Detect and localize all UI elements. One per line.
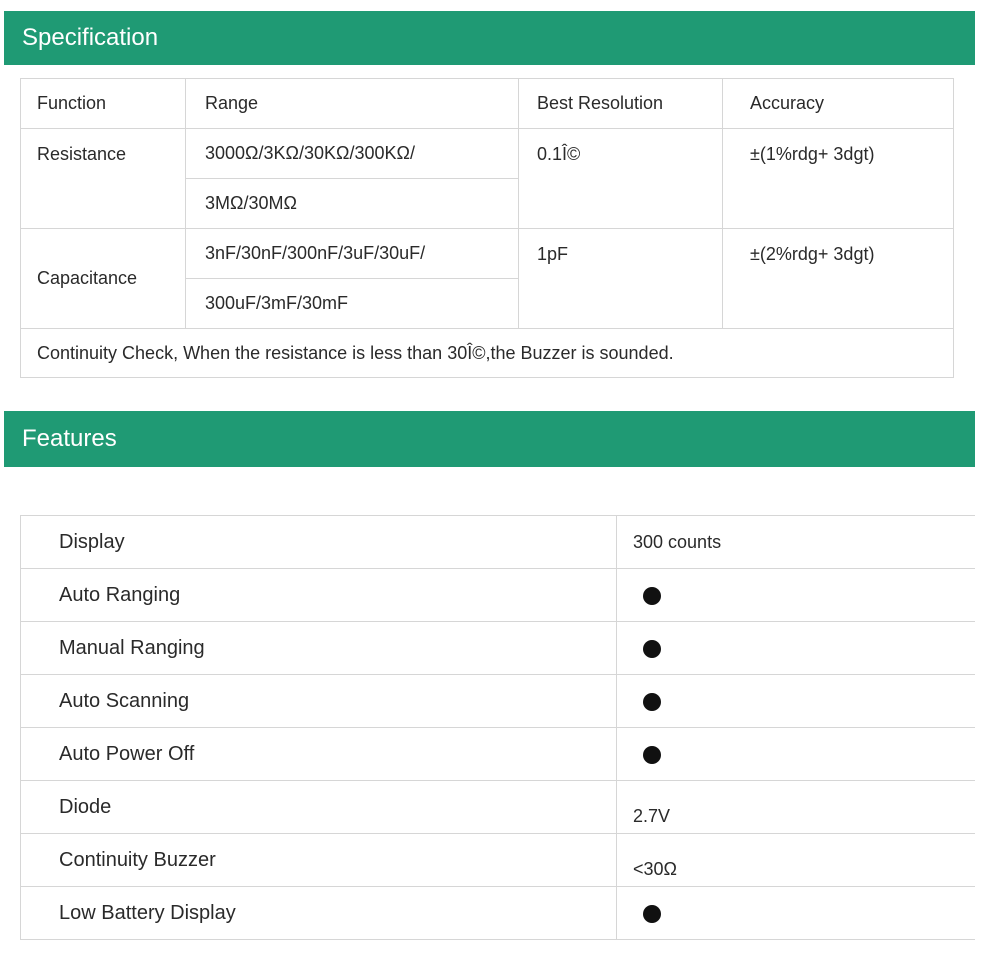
bullet-icon xyxy=(643,693,661,711)
col-header-accuracy: Accuracy xyxy=(723,79,954,129)
feature-name-low-battery-display: Low Battery Display xyxy=(21,887,617,940)
spec-header-row xyxy=(21,79,954,129)
feature-name-auto-power-off: Auto Power Off xyxy=(21,728,617,781)
col-header-function: Function xyxy=(21,79,186,129)
feature-value-text: <30Ω xyxy=(633,858,677,879)
table-row xyxy=(21,229,954,279)
col-header-range: Range xyxy=(186,79,519,129)
features-title: Features xyxy=(22,425,117,452)
bullet-icon xyxy=(643,746,661,764)
capacitance-accuracy: ±(2%rdg+ 3dgt) xyxy=(723,229,954,329)
continuity-note: Continuity Check, When the resistance is less than 30Î©,the Buzzer is sounded. xyxy=(21,329,954,378)
table-row xyxy=(21,329,954,378)
bullet-icon xyxy=(643,587,661,605)
table-row xyxy=(21,728,976,781)
feature-value-display xyxy=(617,516,976,569)
feature-name-continuity-buzzer: Continuity Buzzer xyxy=(21,834,617,887)
feature-value-auto-ranging xyxy=(617,569,976,622)
capacitance-range-line2: 300uF/3mF/30mF xyxy=(186,279,519,329)
capacitance-function: Capacitance xyxy=(21,229,186,329)
feature-value-auto-scanning xyxy=(617,675,976,728)
bullet-icon xyxy=(643,640,661,658)
feature-name-manual-ranging: Manual Ranging xyxy=(21,622,617,675)
feature-name-display: Display xyxy=(21,516,617,569)
bullet-icon xyxy=(643,905,661,923)
specification-title: Specification xyxy=(22,24,159,51)
table-row xyxy=(21,781,976,834)
feature-name-diode: Diode xyxy=(21,781,617,834)
feature-value-manual-ranging xyxy=(617,622,976,675)
table-row xyxy=(21,622,976,675)
capacitance-range-line1: 3nF/30nF/300nF/3uF/30uF/ xyxy=(186,229,519,279)
resistance-range-line1: 3000Ω/3KΩ/30KΩ/300KΩ/ xyxy=(186,129,519,179)
resistance-function: Resistance xyxy=(21,129,186,229)
capacitance-resolution: 1pF xyxy=(519,229,723,329)
table-row xyxy=(21,569,976,622)
resistance-accuracy: ±(1%rdg+ 3dgt) xyxy=(723,129,954,229)
feature-value-text: 300 counts xyxy=(633,531,722,552)
specification-header xyxy=(4,11,975,65)
features-header xyxy=(4,411,975,467)
feature-value-low-battery-display xyxy=(617,887,976,940)
resistance-resolution: 0.1Î© xyxy=(519,129,723,229)
feature-value-text: 2.7V xyxy=(633,805,671,826)
specification-table xyxy=(20,78,954,378)
feature-name-auto-ranging: Auto Ranging xyxy=(21,569,617,622)
feature-value-continuity-buzzer xyxy=(617,834,976,887)
features-table xyxy=(20,515,975,940)
resistance-range-line2: 3MΩ/30MΩ xyxy=(186,179,519,229)
table-row xyxy=(21,129,954,179)
table-row xyxy=(21,516,976,569)
table-row xyxy=(21,834,976,887)
feature-value-diode xyxy=(617,781,976,834)
table-row xyxy=(21,887,976,940)
feature-name-auto-scanning: Auto Scanning xyxy=(21,675,617,728)
table-row xyxy=(21,675,976,728)
col-header-resolution: Best Resolution xyxy=(519,79,723,129)
feature-value-auto-power-off xyxy=(617,728,976,781)
